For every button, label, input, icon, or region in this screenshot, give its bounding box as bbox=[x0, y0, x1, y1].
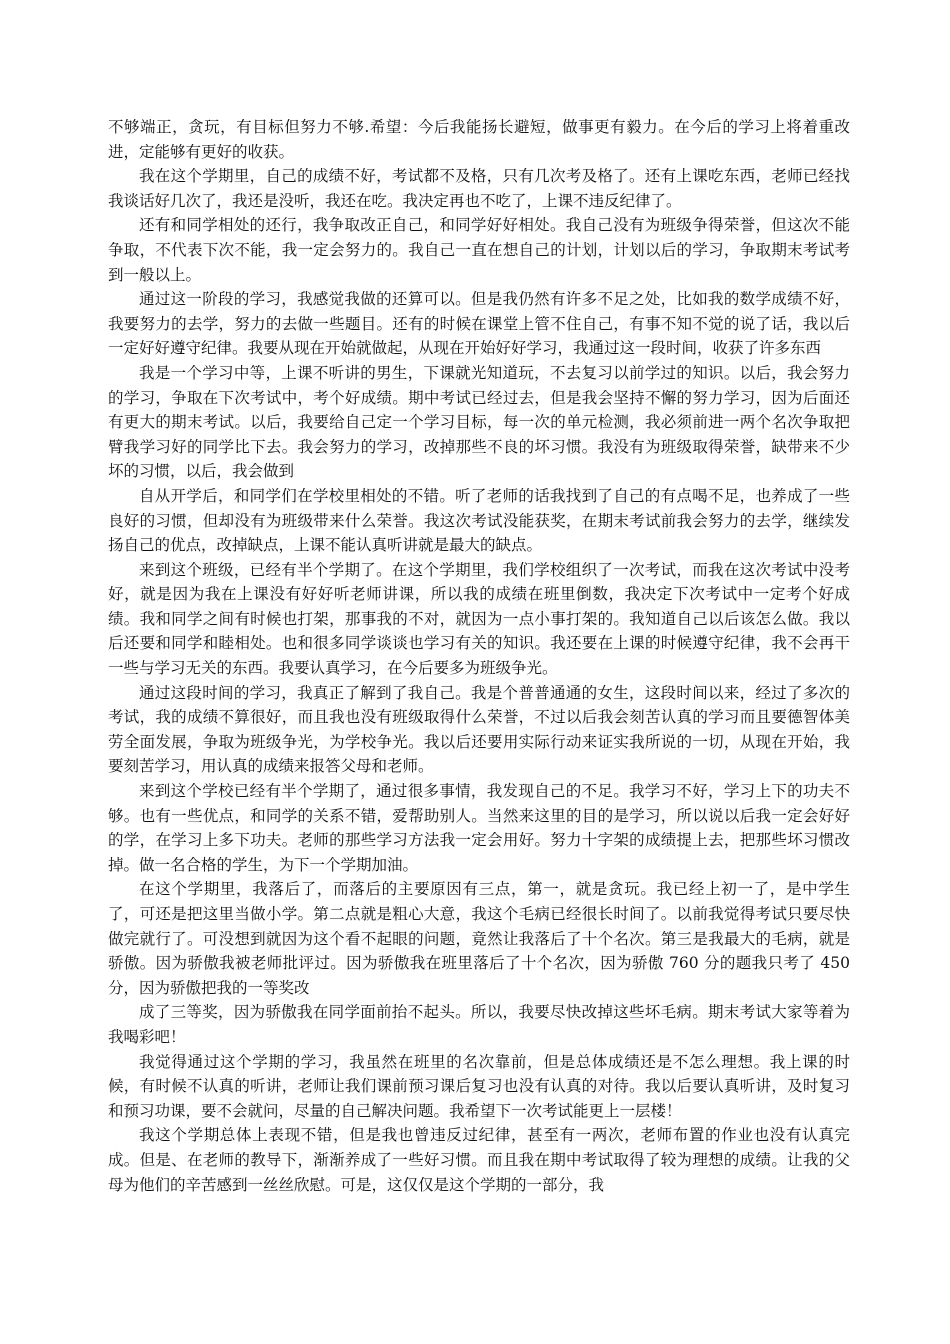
paragraph-11: 成了三等奖，因为骄傲我在同学面前抬不起头。所以，我要尽快改掉这些坏毛病。期末考试大家等着为我喝彩吧！ bbox=[108, 1003, 850, 1046]
paragraph-2: 我在这个学期里，自己的成绩不好，考试都不及格，只有几次考及格了。还有上课吃东西，老师已经找我谈话好几次了，我还是没听，我还在吃。我决定再也不吃了，上课不违反纪律了。 bbox=[108, 167, 850, 210]
paragraph-13: 我这个学期总体上表现不错，但是我也曾违反过纪律，甚至有一两次，老师布置的作业也没有认真完成。但是、在老师的教导下，渐渐养成了一些好习惯。而且我在期中考试取得了较为理想的成绩。让我的父母为他们的辛苦感到一丝丝欣慰。可是，这仅仅是这个学期的一部分，我 bbox=[108, 1126, 850, 1194]
paragraph-9: 来到这个学校已经有半个学期了，通过很多事情，我发现自己的不足。我学习不好，学习上下的功夫不够。也有一些优点，和同学的关系不错，爱帮助别人。当然来这里的目的是学习，所以说以后我一定会好好的学，在学习上多下功夫。老师的那些学习方法我一定会用好。努力十字架的成绩提上去，把那些坏习惯改掉。做一名合格的学生，为下一个学期加油。 bbox=[108, 782, 850, 874]
paragraph-12: 我觉得通过这个学期的学习，我虽然在班里的名次靠前，但是总体成绩还是不怎么理想。我上课的时候，有时候不认真的听讲，老师让我们课前预习课后复习也没有认真的对待。我以后要认真听讲，及时复习和预习功课，要不会就问，尽量的自己解决问题。我希望下一次考试能更上一层楼！ bbox=[108, 1052, 850, 1120]
paragraph-5: 我是一个学习中等，上课不听讲的男生，下课就光知道玩，不去复习以前学过的知识。以后，我会努力的学习，争取在下次考试中，考个好成绩。期中考试已经过去，但是我会坚持不懈的努力学习，因为后面还有更大的期末考试。以后，我要给自己定一个学习目标，每一次的单元检测，我必须前进一两个名次争取把臂我学习好的同学比下去。我会努力的学习，改掉那些不良的坏习惯。我没有为班级取得荣誉，缺带来不少坏的习惯，以后，我会做到 bbox=[108, 363, 850, 481]
paragraph-8: 通过这段时间的学习，我真正了解到了我自己。我是个普普通通的女生，这段时间以来，经过了多次的考试，我的成绩不算很好，而且我也没有班级取得什么荣誉，不过以后我会刻苦认真的学习而且要德智体美劳全面发展，争取为班级争光，为学校争光。我以后还要用实际行动来证实我所说的一切，从现在开始，我要刻苦学习，用认真的成绩来报答父母和老师。 bbox=[108, 683, 850, 776]
document-body bbox=[108, 115, 850, 1197]
paragraph-7: 来到这个班级，已经有半个学期了。在这个学期里，我们学校组织了一次考试，而我在这次考试中没考好，就是因为我在上课没有好好听老师讲课，所以我的成绩在班里倒数，我决定下次考试中一定考个好成绩。我和同学之间有时候也打架，那事我的不对，就因为一点小事打架的。我知道自己以后该怎么做。我以后还要和同学和睦相处。也和很多同学谈谈也学习有关的知识。我还要在上课的时候遵守纪律，我不会再干一些与学习无关的东西。我要认真学习，在今后要多为班级争光。 bbox=[108, 560, 850, 678]
paragraph-4: 通过这一阶段的学习，我感觉我做的还算可以。但是我仍然有许多不足之处，比如我的数学成绩不好，我要努力的去学，努力的去做一些题目。还有的时候在课堂上管不住自己，有事不知不觉的说了话，我以后一定好好遵守纪律。我要从现在开始就做起，从现在开始好好学习，我通过这一段时间，收获了许多东西 bbox=[108, 290, 850, 358]
paragraph-6: 自从开学后，和同学们在学校里相处的不错。听了老师的话我找到了自己的有点喝不足，也养成了一些良好的习惯，但却没有为班级带来什么荣誉。我这次考试没能获奖，在期末考试前我会努力的去学，继续发扬自己的优点，改掉缺点，上课不能认真听讲就是最大的缺点。 bbox=[108, 486, 850, 555]
paragraph-1: 不够端正，贪玩，有目标但努力不够.希望：今后我能扬长避短，做事更有毅力。在今后的学习上将着重改进，定能够有更好的收获。 bbox=[108, 118, 850, 161]
paragraph-3: 还有和同学相处的还行，我争取改正自己，和同学好好相处。我自己没有为班级争得荣誉，但这次不能争取，不代表下次不能，我一定会努力的。我自己一直在想自己的计划，计划以后的学习，争取期末考试考到一般以上。 bbox=[108, 216, 850, 284]
paragraph-10: 在这个学期里，我落后了，而落后的主要原因有三点，第一，就是贪玩。我已经上初一了，是中学生了，可还是把这里当做小学。第二点就是粗心大意，我这个毛病已经很长时间了。以前我觉得考试只要尽快做完就行了。可没想到就因为这个看不起眼的问题，竟然让我落后了十个名次。第三是我最大的毛病，就是骄傲。因为骄傲我被老师批评过。因为骄傲我在班里落后了十个名次，因为骄傲 760 分的题我只考了 450 分，因为骄傲把我的一等奖改 bbox=[108, 880, 850, 997]
